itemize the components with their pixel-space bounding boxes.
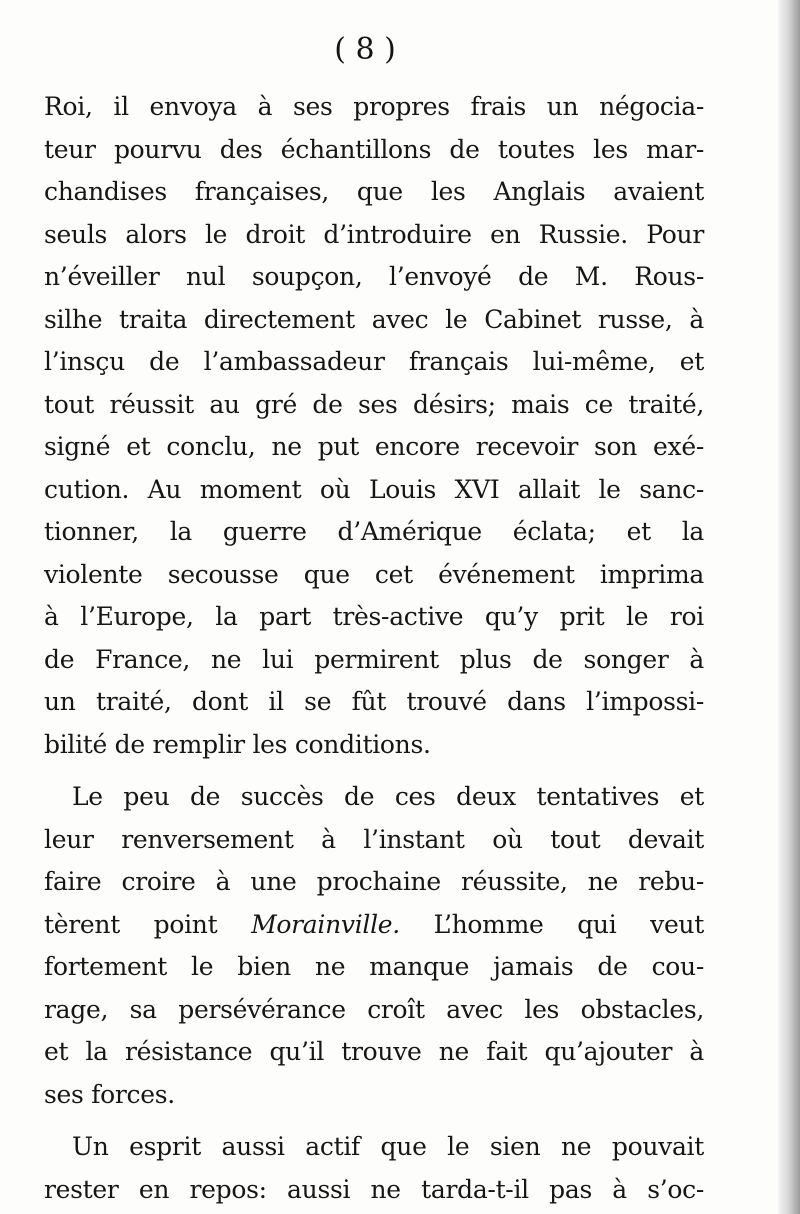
text-line: n’éveiller nul soupçon, l’envoyé de M. Rous- <box>44 262 704 291</box>
text-line: chandises françaises, que les Anglais avaient <box>44 177 704 206</box>
text-line: l’insçu de l’ambassadeur français lui-même, et <box>44 347 704 376</box>
paragraph-gap <box>44 1116 704 1126</box>
text-line: ses forces. <box>44 1079 175 1109</box>
text-line: tionner, la guerre d’Amérique éclata; et la <box>44 517 704 546</box>
paragraph-3 <box>44 1126 704 1211</box>
text-segment: tèrent point <box>44 909 252 939</box>
paragraph-1 <box>44 86 704 766</box>
paragraph-2 <box>44 776 704 1116</box>
text-line: rage, sa persévérance croît avec les obstacles, <box>44 994 704 1024</box>
text-line: de France, ne lui permirent plus de songer à <box>44 644 704 674</box>
text-line: violente secousse que cet événement imprima <box>44 559 704 589</box>
text-line: silhe traita directement avec le Cabinet russe, à <box>44 304 704 334</box>
text-segment: L’homme qui veut <box>399 909 704 939</box>
text-line: Un esprit aussi actif que le sien ne pouvait <box>72 1132 704 1161</box>
page-number: ( 8 ) <box>334 32 396 67</box>
text-line: à l’Europe, la part très-active qu’y prit le roi <box>44 602 704 631</box>
text-line: rester en repos: aussi ne tarda-t-il pas à s’oc- <box>44 1174 704 1204</box>
text-line: un traité, dont il se fût trouvé dans l’impossi- <box>44 687 704 716</box>
text-line: signé et conclu, ne put encore recevoir son exé- <box>44 432 704 461</box>
text-line: cution. Au moment où Louis XVI allait le sanc- <box>44 474 704 504</box>
page-edge-shadow <box>778 0 800 1214</box>
paragraph-gap <box>44 766 704 776</box>
text-line: Roi, il envoya à ses propres frais un négocia- <box>44 92 704 121</box>
text-line: teur pourvu des échantillons de toutes les mar- <box>44 134 704 164</box>
person-name: Morainville. <box>251 909 400 939</box>
text-line: bilité de remplir les conditions. <box>44 729 431 759</box>
text-line: faire croire à une prochaine réussite, ne rebu- <box>44 867 704 896</box>
text-line: tout réussit au gré de ses désirs; mais ce traité, <box>44 389 704 419</box>
text-line: seuls alors le droit d’introduire en Russie. Pour <box>44 219 704 249</box>
text-line: leur renversement à l’instant où tout devait <box>44 824 704 854</box>
body-text <box>44 86 704 1211</box>
text-line: Le peu de succès de ces deux tentatives et <box>72 782 704 811</box>
text-line: fortement le bien ne manque jamais de cou- <box>44 952 704 981</box>
text-line: et la résistance qu’il trouve ne fait qu’ajouter à <box>44 1037 704 1066</box>
text-line-with-name <box>44 904 704 947</box>
